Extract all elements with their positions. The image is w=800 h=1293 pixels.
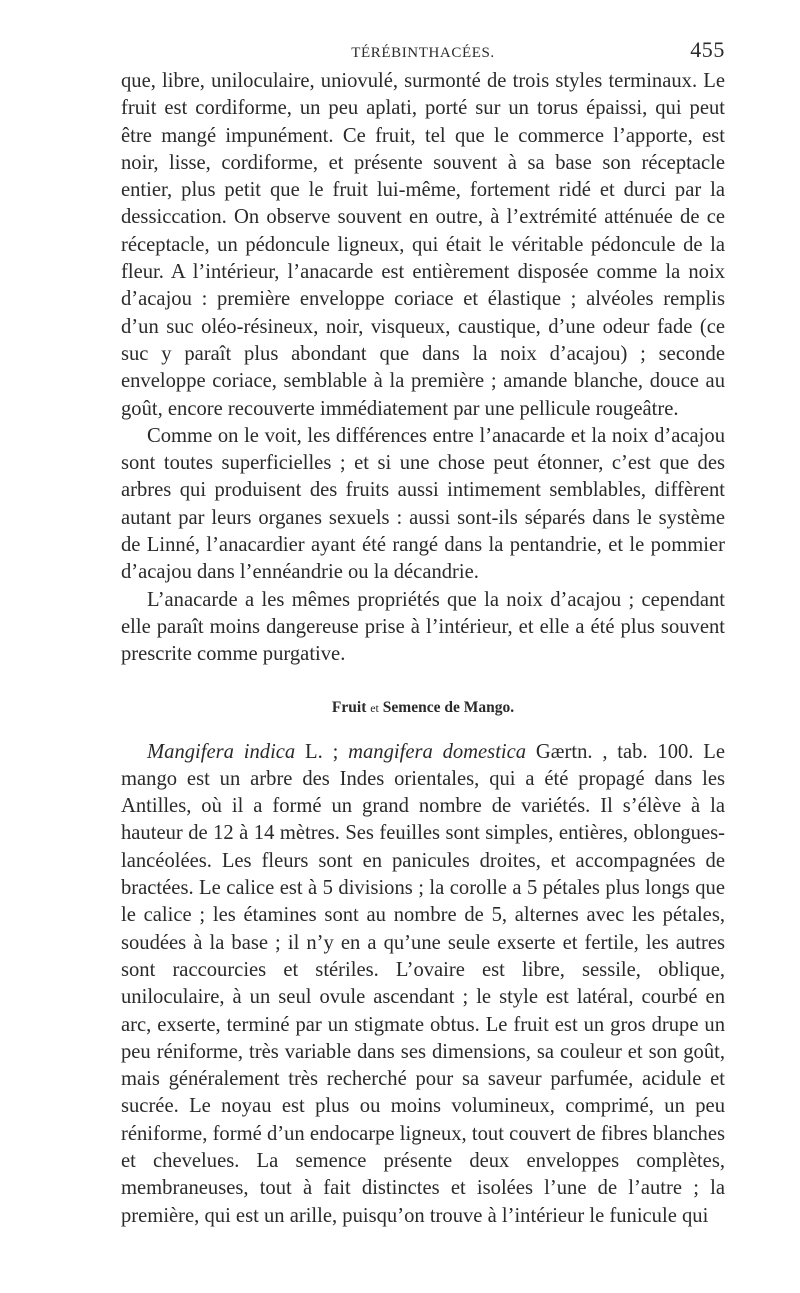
mango-description: Le mango est un arbre des Indes orientales, qui a été propagé dans les Antilles, où il a formé un grand nombre de variétés. Il s’élève à la hauteur de 12 à 14 mètres. Ses feuilles sont simples, entières, oblongues-lancéolées. Les fleurs sont en panicules droites, et accompagnées de bractées. Le calice est à 5 divisions ; la corolle a 5 pétales plus longs que le calice ; les étamines sont au nombre de 5, alternes avec les pétales, soudées à la base ; il n’y en a qu’une seule exserte et fertile, les autres sont raccourcies et stériles. L’ovaire est libre, sessile, oblique, uniloculaire, à un seul ovule ascendant ; le style est latéral, courbé en arc, exserte, terminé par un stigmate obtus. Le fruit est un gros drupe un peu réniforme, très variable dans ses dimensions, sa couleur et son goût, mais généralement très recherché pour sa saveur parfumée, acidule et sucrée. Le noyau est plus ou moins volumineux, comprimé, un peu réniforme, formé d’un endocarpe ligneux, tout couvert de fibres blanches et chevelues. La semence présente deux enveloppes complètes, membraneuses, tout à fait distinctes et isolées l’une de l’autre ; la première, qui est un arille, puisqu’on trouve à l’intérieur le funicule qui (121, 740, 725, 1227)
section-title (121, 697, 725, 719)
section-title-part1: Fruit (331, 698, 367, 716)
running-title: TÉRÉBINTHACÉES. (351, 45, 495, 61)
citation-genus: Mangifera indica (147, 740, 296, 763)
paragraph-mango (121, 739, 725, 1230)
citation-synonym: mangifera domestica (348, 740, 527, 763)
book-page (121, 36, 725, 1230)
section-title-connector: et (370, 700, 379, 715)
paragraph-comparison: Comme on le voit, les différences entre l’anacarde et la noix d’acajou sont toutes superficielles ; et si une chose peut étonner, c’est que des arbres qui produisent des fruits aussi intimement semblables, diffèrent autant par leurs organes sexuels : aussi sont-ils séparés dans le système de Linné, l’anacardier ayant été rangé dans la pentandrie, et le pommier d’acajou dans l’ennéandrie ou la décandrie. (121, 424, 725, 584)
citation-author: L. ; (295, 740, 349, 763)
citation-rest: Gærtn. , tab. 100. (526, 740, 694, 763)
running-head (121, 36, 725, 68)
section-title-part2: Semence de Mango. (382, 698, 515, 716)
paragraph-properties: L’anacarde a les mêmes propriétés que la noix d’acajou ; cependant elle paraît moins dangereuse prise à l’intérieur, et elle a été plus souvent prescrite comme purgative. (121, 588, 725, 666)
page-number: 455 (690, 37, 725, 62)
paragraph-anacarde-description: que, libre, uniloculaire, uniovulé, surmonté de trois styles terminaux. Le fruit est cordiforme, un peu aplati, porté sur un torus épaissi, qui peut être mangé impunément. Ce fruit, tel que le commerce l’apporte, est noir, lisse, cordiforme, et présente souvent à sa base son réceptacle entier, plus petit que le fruit lui-même, fortement ridé et durci par la dessiccation. On observe souvent en outre, à l’extrémité atténuée de ce réceptacle, un pédoncule ligneux, qui était le véritable pédoncule de la fleur. A l’intérieur, l’anacarde est entièrement disposée comme la noix d’acajou : première enveloppe coriace et élastique ; alvéoles remplis d’un suc oléo-résineux, noir, visqueux, caustique, d’une odeur fade (ce suc y paraît plus abondant que dans la noix d’acajou) ; seconde enveloppe coriace, semblable à la première ; amande blanche, douce au goût, encore recouverte immédiatement par une pellicule rougeâtre. (121, 70, 725, 420)
